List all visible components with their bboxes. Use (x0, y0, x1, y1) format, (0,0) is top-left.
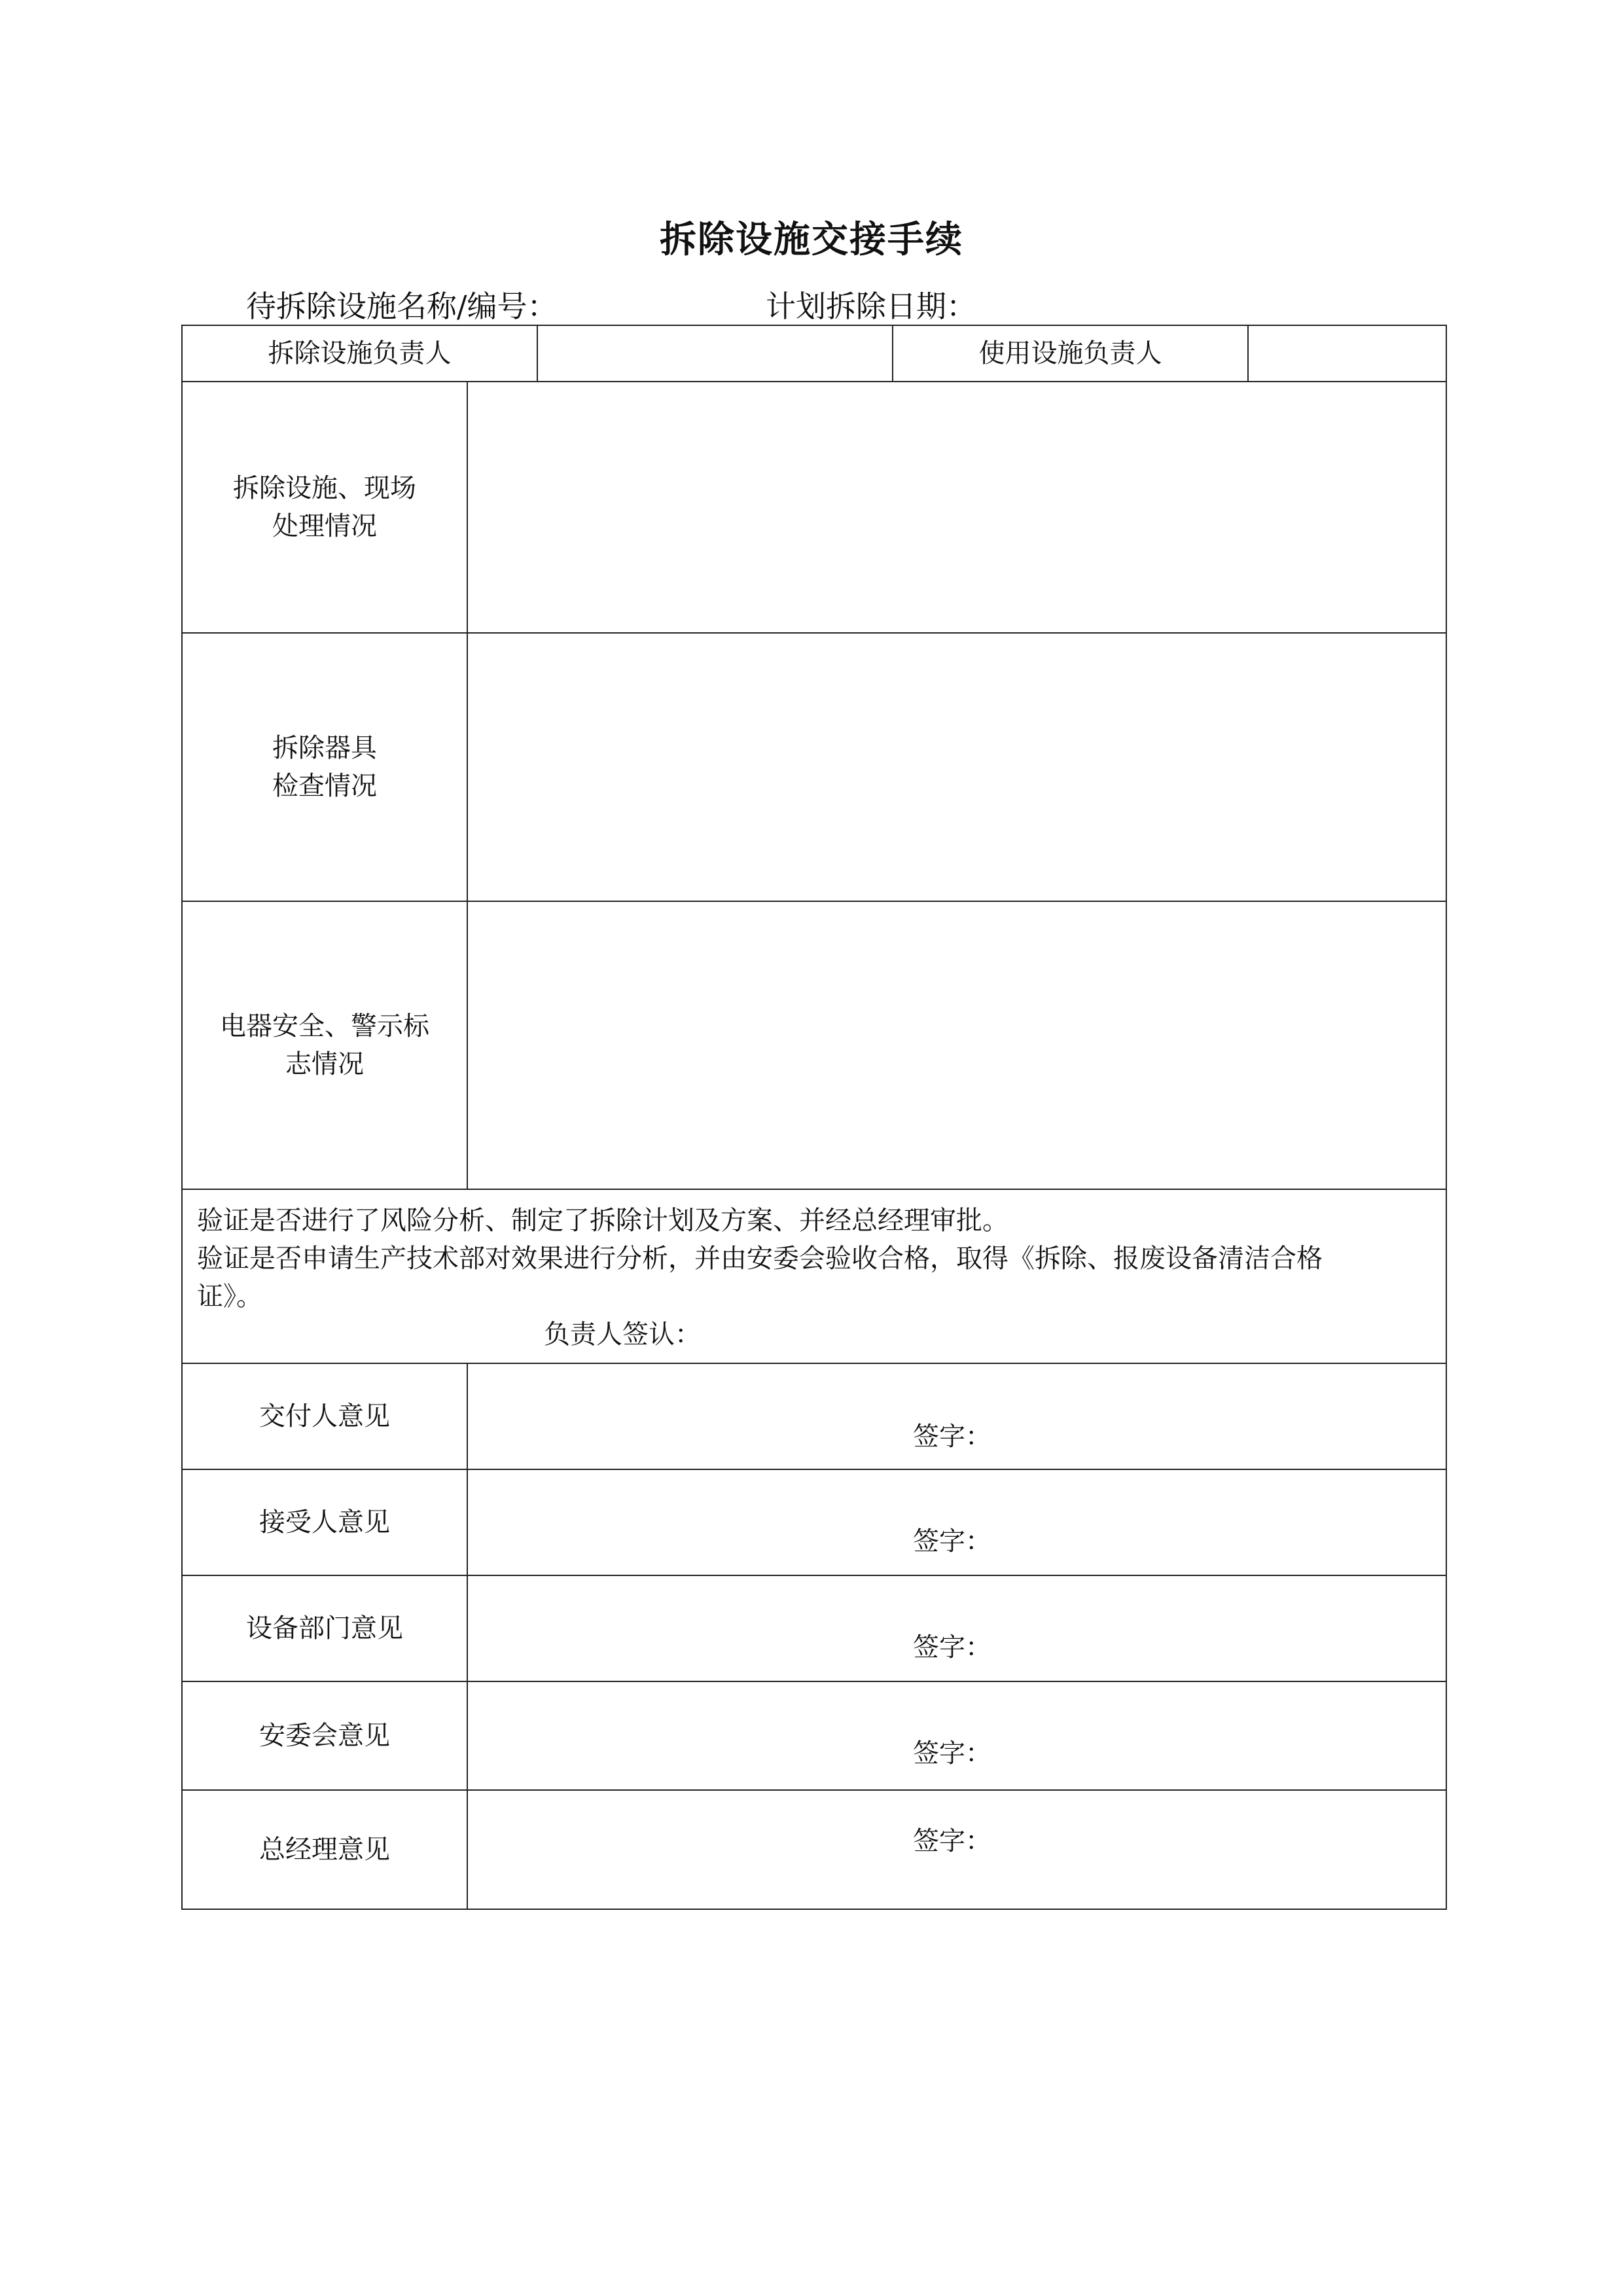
verification-row (182, 1189, 1446, 1363)
use-owner-label: 使用设施负责人 (893, 325, 1248, 382)
handover-form-table (181, 325, 1447, 1910)
section-row-tools (182, 633, 1446, 901)
section-row-electrical (182, 901, 1446, 1189)
planned-date-label: 计划拆除日期： (766, 289, 976, 324)
section-field-electrical[interactable] (467, 901, 1446, 1189)
signature-label: 签字： (913, 1526, 991, 1556)
signature-label: 签字： (913, 1826, 991, 1856)
signature-label: 签字： (913, 1422, 991, 1452)
opinion-label-equipment-dept: 设备部门意见 (182, 1575, 467, 1681)
facility-name-label: 待拆除设施名称/编号： (246, 289, 558, 324)
verification-line-1: 验证是否进行了风险分析、制定了拆除计划及方案、并经总经理审批。 (197, 1206, 1008, 1236)
verification-cell (182, 1189, 1446, 1363)
section-label-tools (182, 633, 467, 901)
section-row-site (182, 382, 1446, 633)
opinion-row (182, 1790, 1446, 1909)
section-label-line: 拆除器具 (272, 733, 377, 763)
section-label-electrical (182, 901, 467, 1189)
signature-label: 签字： (913, 1632, 991, 1662)
section-field-tools[interactable] (467, 633, 1446, 901)
opinion-field-equipment-dept[interactable] (467, 1575, 1446, 1681)
opinion-field-safety-committee[interactable] (467, 1681, 1446, 1790)
signature-label: 签字： (913, 1738, 991, 1768)
opinion-field-receiver[interactable] (467, 1469, 1446, 1575)
verification-line-3: 证》。 (197, 1282, 262, 1312)
opinion-label-safety-committee: 安委会意见 (182, 1681, 467, 1790)
verification-signature-label: 负责人签认： (544, 1319, 701, 1350)
section-label-line: 电器安全、警示标 (220, 1011, 429, 1041)
header-row (182, 325, 1446, 382)
section-label-site (182, 382, 467, 633)
section-label-line: 拆除设施、现场 (233, 473, 416, 503)
opinion-label-general-manager: 总经理意见 (182, 1790, 467, 1909)
opinion-field-general-manager[interactable] (467, 1790, 1446, 1909)
section-label-line: 志情况 (285, 1049, 364, 1079)
opinion-label-deliverer: 交付人意见 (182, 1363, 467, 1469)
opinion-row (182, 1681, 1446, 1790)
verification-line-2: 验证是否申请生产技术部对效果进行分析，并由安委会验收合格，取得《拆除、报废设备清洁合格 (197, 1244, 1323, 1274)
opinion-label-receiver: 接受人意见 (182, 1469, 467, 1575)
opinion-field-deliverer[interactable] (467, 1363, 1446, 1469)
section-label-line: 处理情况 (272, 511, 377, 541)
opinion-row (182, 1469, 1446, 1575)
demolish-owner-field[interactable] (537, 325, 893, 382)
use-owner-field[interactable] (1248, 325, 1446, 382)
section-label-line: 检查情况 (272, 771, 377, 801)
demolish-owner-label: 拆除设施负责人 (182, 325, 537, 382)
opinion-row (182, 1575, 1446, 1681)
section-field-site[interactable] (467, 382, 1446, 633)
document-title: 拆除设施交接手续 (660, 218, 963, 261)
opinion-row (182, 1363, 1446, 1469)
